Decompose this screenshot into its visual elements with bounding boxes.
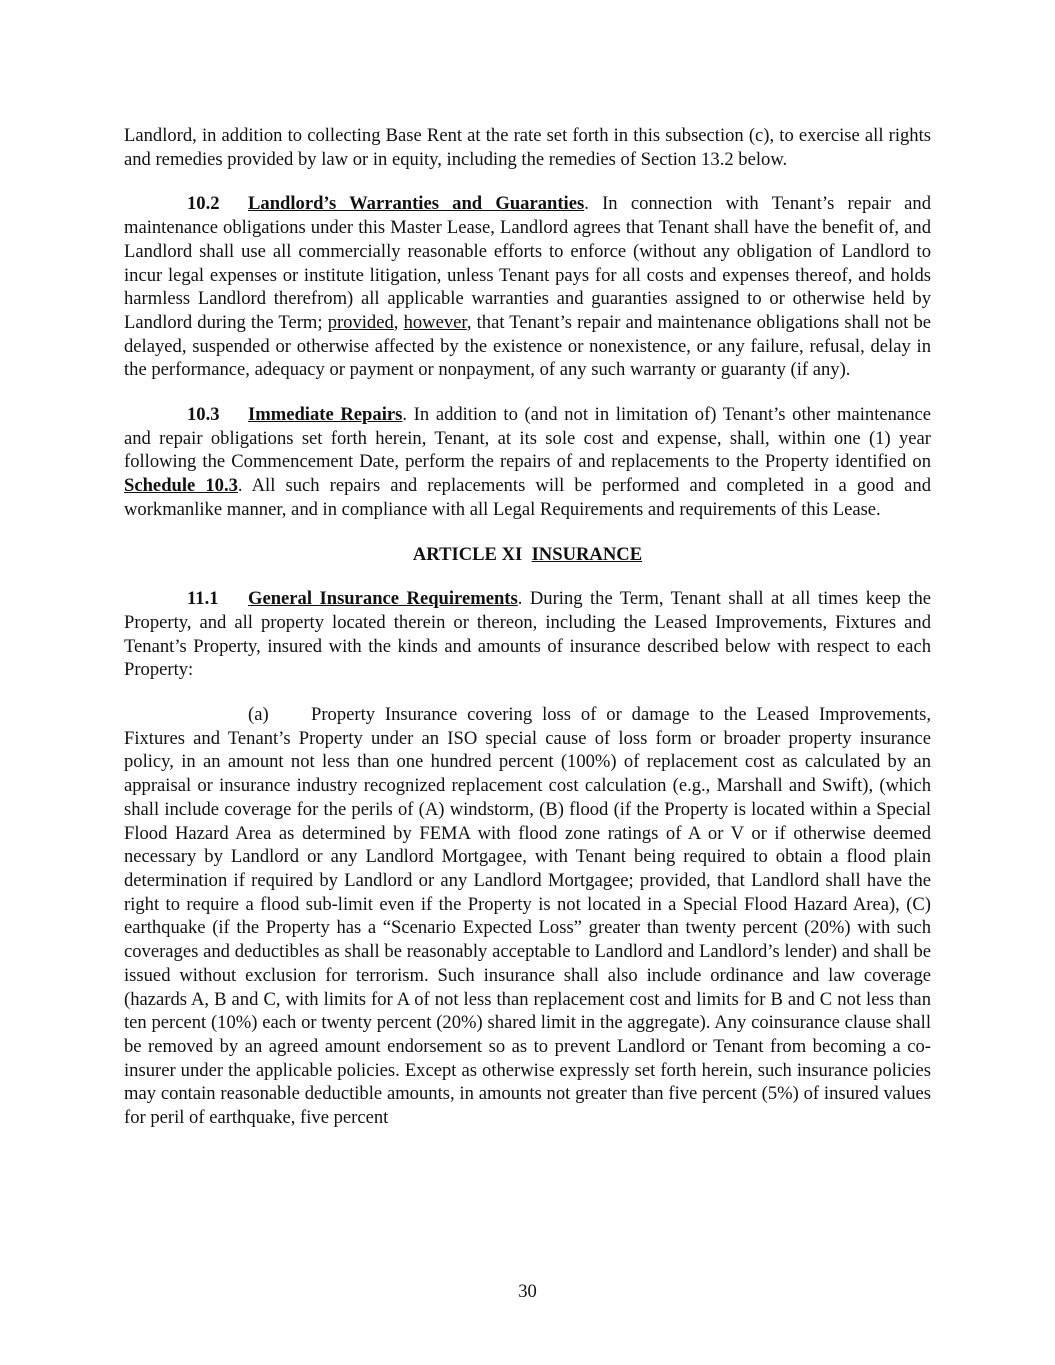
article-heading xyxy=(124,543,931,567)
document-page xyxy=(124,124,931,1130)
intro-paragraph: Landlord, in addition to collecting Base Rent at the rate set forth in this subsection (c), to exercise all rights and remedies provided by law or in equity, including the remedies of Section 13.2 below. xyxy=(124,125,931,170)
section-text: . During the Term, Tenant shall at all times keep the Property, and all property located therein or thereon, including the Leased Improvements, Fixtures and Tenant’s Property, insured with the kinds and amounts of insurance described below with respect to each Property: xyxy=(124,588,931,681)
however-term: however xyxy=(403,311,467,333)
page-number: 30 xyxy=(518,1281,537,1302)
section-text-continued: , that Tenant’s repair and maintenance obligations shall not be delayed, suspended or otherwise affected by the existence or nonexistence, or any failure, refusal, delay in the performance, adequacy or payment or nonpayment, of any such warranty or guaranty (if any). xyxy=(124,311,932,381)
separator-comma: , xyxy=(393,311,404,333)
section-number: 10.2 xyxy=(187,193,220,215)
section-10-2 xyxy=(124,192,931,382)
article-title: INSURANCE xyxy=(531,543,643,565)
section-heading: General Insurance Requirements xyxy=(248,588,518,610)
section-heading: Immediate Repairs xyxy=(248,404,403,426)
section-number: 10.3 xyxy=(187,404,220,426)
article-label: ARTICLE XI xyxy=(412,543,523,565)
section-10-3 xyxy=(124,403,931,522)
section-text: . In addition to (and not in limitation of) Tenant’s other maintenance and repair obligations set forth herein, Tenant, at its sole cost and expense, shall, within one (1) year following the Commencement Date, perform the repairs of and replacements to the Property identified on xyxy=(124,404,931,473)
section-text: . In connection with Tenant’s repair and maintenance obligations under this Master Lease, Landlord agrees that Tenant shall have the benefit of, and Landlord shall use all commercially reasonable efforts to enforce (without any obligation of Landlord to incur legal expenses or institute litigation, unless Tenant pays for all costs and expenses thereof, and holds harmless Landlord therefrom) all applicable warranties and guaranties assigned to or otherwise held by Landlord during the Term; xyxy=(124,193,931,333)
section-11-1 xyxy=(124,587,931,682)
section-heading: Landlord’s Warranties and Guaranties xyxy=(248,193,585,215)
provided-term: provided xyxy=(327,311,394,333)
schedule-reference: Schedule 10.3 xyxy=(124,475,238,497)
subsection-text: Property Insurance covering loss of or damage to the Leased Improvements, Fixtures and Tenant’s Property under an ISO special cause of loss form or broader property insurance policy, in an amount not less than one hundred percent (100%) of replacement cost as calculated by an appraisal or insurance industry recognized replacement cost calculation (e.g., Marshall and Swift), (which shall include coverage for the perils of (A) windstorm, (B) flood (if the Property is located within a Special Flood Hazard Area as determined by FEMA with flood zone ratings of A or V or if otherwise deemed necessary by Landlord or any Landlord Mortgagee, with Tenant being required to obtain a flood plain determination if required by Landlord or any Landlord Mortgagee; provided, that Landlord shall have the right to require a flood sub-limit even if the Property is not located in a Special Flood Hazard Area), (C) earthquake (if the Property has a “Scenario Expected Loss” greater than twenty percent (20%) with such coverages and deductibles as shall be reasonably acceptable to Landlord and Landlord’s lender) and shall be issued without exclusion for terrorism. Such insurance shall also include ordinance and law coverage (hazards A, B and C, with limits for A of not less than replacement cost and limits for B and C not less than ten percent (10%) each or twenty percent (20%) shared limit in the aggregate). Any coinsurance clause shall be removed by an agreed amount endorsement so as to prevent Landlord or Tenant from becoming a co-insurer under the applicable policies. Except as otherwise expressly set forth herein, such insurance policies may contain reasonable deductible amounts, in amounts not greater than five percent (5%) of insured values for peril of earthquake, five percent xyxy=(124,704,931,1129)
section-number: 11.1 xyxy=(187,588,219,610)
subsection-11-1-a xyxy=(124,703,931,1130)
subsection-label: (a) xyxy=(248,704,269,726)
section-text-continued: . All such repairs and replacements will be performed and completed in a good and workmanlike manner, and in compliance with all Legal Requirements and requirements of this Lease. xyxy=(124,475,931,520)
